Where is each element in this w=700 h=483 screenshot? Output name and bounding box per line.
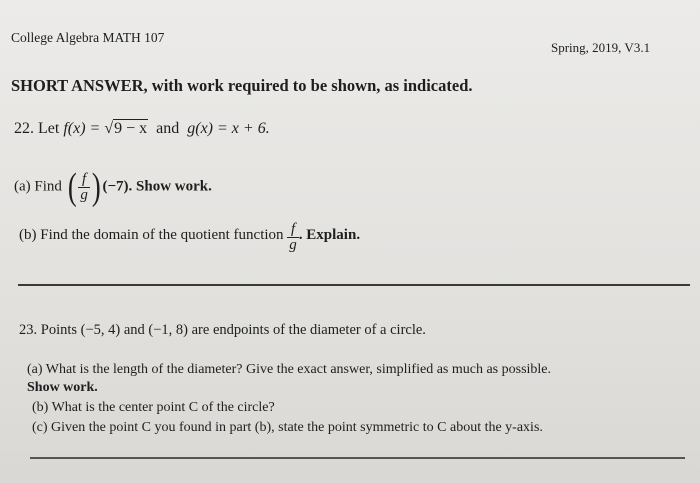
question-23c: (c) Given the point C you found in part (b), state the point symmetric to C about the y-axis.	[32, 420, 543, 435]
question-23-stem: 23. Points (−5, 4) and (−1, 8) are endpoints of the diameter of a circle.	[19, 322, 426, 338]
question-22-number: 22. Let	[14, 120, 60, 137]
question-23b: (b) What is the center point C of the circle?	[32, 400, 275, 415]
and-word: and	[156, 120, 180, 137]
quotient-denominator: g	[289, 237, 297, 253]
question-22-stem	[14, 120, 270, 138]
quotient-fraction	[287, 222, 299, 253]
quotient-numerator: f	[287, 222, 299, 238]
course-header: College Algebra MATH 107	[11, 30, 165, 45]
question-22b	[19, 222, 360, 253]
sqrt-expression: √9 − x	[104, 120, 148, 137]
f-over-g-fraction	[78, 172, 90, 203]
fraction-denominator: g	[80, 186, 88, 203]
g-definition: g(x) = x + 6.	[187, 120, 270, 137]
divider-line	[18, 284, 690, 286]
question-22a-argument: (−7). Show work.	[102, 178, 212, 195]
question-22b-prefix: (b) Find the domain of the quotient function	[19, 227, 284, 243]
radicand: 9 − x	[114, 120, 148, 137]
f-definition-lhs: f(x) =	[63, 120, 105, 137]
question-22b-suffix: . Explain.	[298, 227, 361, 243]
question-22a	[14, 168, 212, 206]
left-paren: (	[67, 166, 77, 208]
question-23a: (a) What is the length of the diameter? Give the exact answer, simplified as much as possible.	[27, 362, 552, 377]
question-22a-prefix: (a) Find	[14, 178, 62, 195]
question-23a-show-work: Show work.	[27, 380, 98, 395]
section-title: SHORT ANSWER, with work required to be shown, as indicated.	[11, 76, 473, 95]
bottom-divider-line	[30, 457, 685, 459]
version-header: Spring, 2019, V3.1	[551, 40, 651, 55]
right-paren: )	[91, 166, 101, 208]
fraction-numerator: f	[78, 172, 90, 188]
